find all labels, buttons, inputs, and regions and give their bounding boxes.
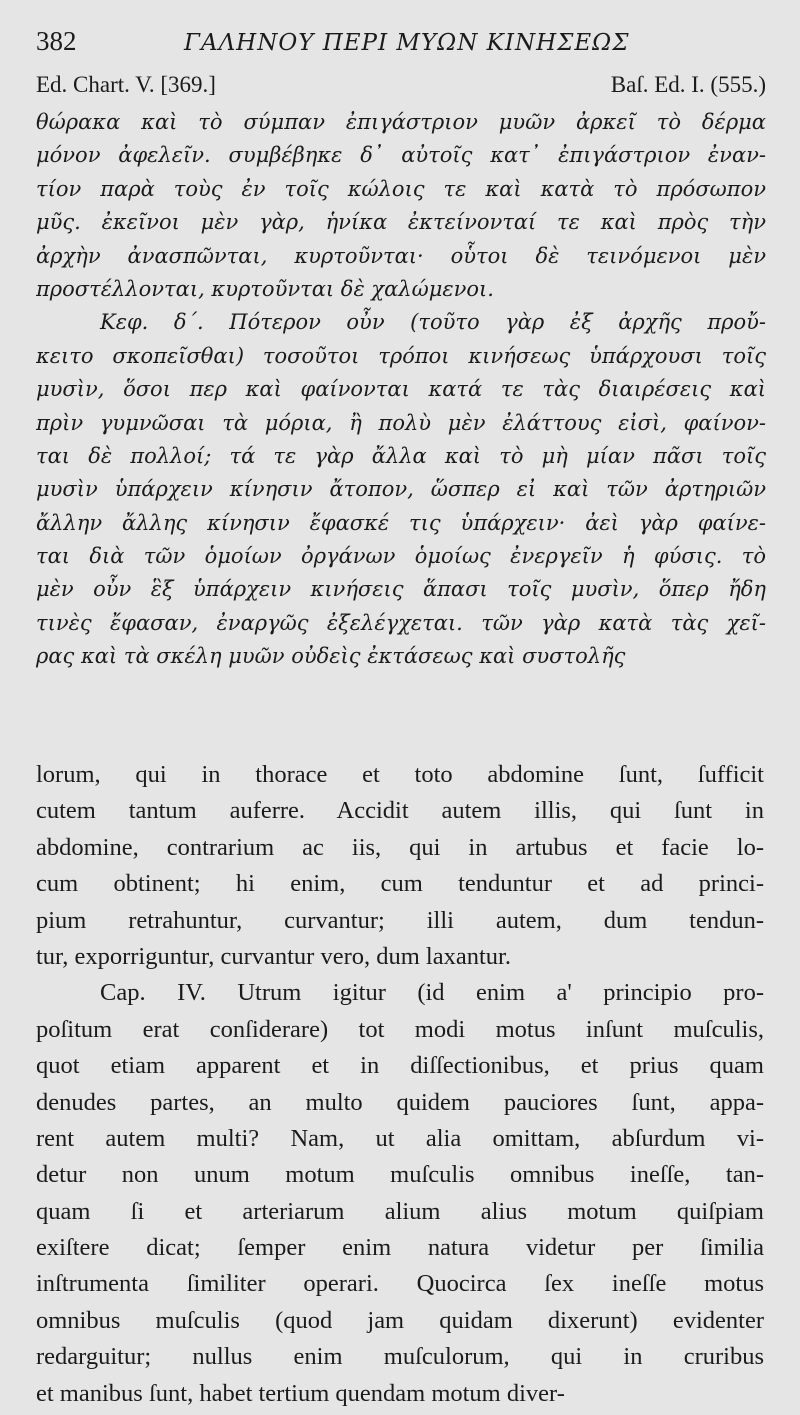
latin-line-5: pium retrahuntur, curvantur; illi autem, dum tendun-	[36, 906, 764, 934]
greek-text-block	[36, 106, 766, 674]
greek-line-4: μῦς. ἐκεῖνοι μὲν γὰρ, ἡνίκα ἐκτείνονταί τε καὶ πρὸς τὴν	[36, 210, 766, 235]
greek-line-15: μὲν οὖν ἓξ ὑπάρχειν κινήσεις ἅπασι τοῖς μυσὶν, ὅπερ ἤδη	[36, 577, 766, 602]
greek-line-11: ται δὲ πολλοί; τά τε γὰρ ἄλλα καὶ τὸ μὴ μίαν πᾶσι τοῖς	[36, 443, 766, 468]
latin-line-12: detur non unum motum muſculis omnibus ineſſe, tan-	[36, 1161, 764, 1189]
edition-basel-reference: Baſ. Ed. I. (555.)	[610, 72, 766, 97]
latin-line-13: quam ſi et arteriarum alium alius motum quiſpiam	[36, 1197, 764, 1225]
latin-line-11: rent autem multi? Nam, ut alia omittam, abſurdum vi-	[36, 1124, 764, 1152]
latin-line-6: tur, exporriguntur, curvantur vero, dum laxantur.	[36, 942, 511, 970]
latin-line-1: lorum, qui in thorace et toto abdomine ſunt, ſufficit	[36, 761, 764, 788]
greek-line-16: τινὲς ἔφασαν, ἐναργῶς ἐξελέγχεται. τῶν γὰρ κατὰ τὰς χεῖ-	[36, 610, 766, 635]
greek-line-1: θώρακα καὶ τὸ σύμπαν ἐπιγάστριον μυῶν ἀρκεῖ τὸ δέρμα	[36, 110, 766, 134]
latin-line-9: quot etiam apparent et in diſſectionibus, et prius quam	[36, 1052, 764, 1080]
latin-line-7: Cap. IV. Utrum igitur (id enim a' principio pro-	[100, 979, 764, 1007]
latin-line-18: et manibus ſunt, habet tertium quendam motum diver-	[36, 1379, 565, 1407]
latin-line-16: omnibus muſculis (quod jam quidam dixerunt) evidenter	[36, 1306, 764, 1334]
greek-line-12: μυσὶν ὑπάρχειν κίνησιν ἄτοπον, ὥσπερ εἰ καὶ τῶν ἀρτηριῶν	[36, 477, 766, 502]
latin-line-3: abdomine, contrarium ac iis, qui in artubus et facie lo-	[36, 833, 764, 861]
latin-line-14: exiſtere dicat; ſemper enim natura videtur per ſimilia	[36, 1234, 764, 1262]
edition-reference-line	[36, 72, 766, 102]
greek-line-14: ται διὰ τῶν ὁμοίων ὀργάνων ὁμοίως ἐνεργεῖν ἡ φύσις. τὸ	[36, 544, 766, 569]
running-head	[36, 26, 764, 62]
greek-line-6: προστέλλονται, κυρτοῦνται δὲ χαλώμενοι.	[36, 276, 494, 301]
latin-line-8: poſitum erat conſiderare) tot modi motus inſunt muſculis,	[36, 1015, 764, 1043]
greek-line-3: τίον παρὰ τοὺς ἐν τοῖς κώλοις τε καὶ κατὰ τὸ πρόσωπον	[36, 176, 766, 201]
page-number: 382	[36, 26, 77, 56]
latin-line-2: cutem tantum auferre. Accidit autem illis, qui ſunt in	[36, 797, 764, 825]
running-title: ΓΑΛΗΝΟΥ ΠΕΡΙ ΜΥΩΝ ΚΙΝΗΣΕΩΣ	[184, 30, 630, 56]
greek-line-10: πρὶν γυμνῶσαι τὰ μόρια, ἢ πολὺ μὲν ἐλάττους εἰσὶ, φαίνον-	[36, 410, 766, 435]
greek-line-13: ἄλλην ἄλλης κίνησιν ἔφασκέ τις ὑπάρχειν· ἀεὶ γὰρ φαίνε-	[36, 510, 766, 535]
show-through-text	[0, 694, 800, 716]
greek-line-9: μυσὶν, ὅσοι περ καὶ φαίνονται κατά τε τὰς διαιρέσεις καὶ	[36, 377, 766, 402]
edition-chartier-reference: Ed. Chart. V. [369.]	[36, 72, 216, 97]
greek-line-17: ρας καὶ τὰ σκέλη μυῶν οὐδεὶς ἐκτάσεως καὶ συστολῆς	[36, 644, 626, 669]
greek-line-2: μόνον ἀφελεῖν. συμβέβηκε δ᾽ αὐτοῖς κατ᾽ ἐπιγάστριον ἐναν-	[36, 143, 766, 168]
latin-line-15: inſtrumenta ſimiliter operari. Quocirca ſex ineſſe motus	[36, 1270, 764, 1298]
greek-line-8: κειτο σκοπεῖσθαι) τοσοῦτοι τρόποι κινήσεως ὑπάρχουσι τοῖς	[36, 343, 766, 368]
latin-line-17: redarguitur; nullus enim muſculorum, qui in cruribus	[36, 1343, 764, 1371]
latin-line-10: denudes partes, an multo quidem pauciores ſunt, appa-	[36, 1088, 764, 1116]
latin-text-block	[36, 757, 764, 1412]
latin-line-4: cum obtinent; hi enim, cum tenduntur et ad princi-	[36, 870, 764, 898]
greek-line-5: ἀρχὴν ἀνασπῶνται, κυρτοῦνται· οὗτοι δὲ τεινόμενοι μὲν	[36, 243, 766, 268]
greek-line-7: Κεφ. δ΄. Πότερον οὖν (τοῦτο γὰρ ἐξ ἀρχῆς προὔ-	[100, 310, 766, 335]
